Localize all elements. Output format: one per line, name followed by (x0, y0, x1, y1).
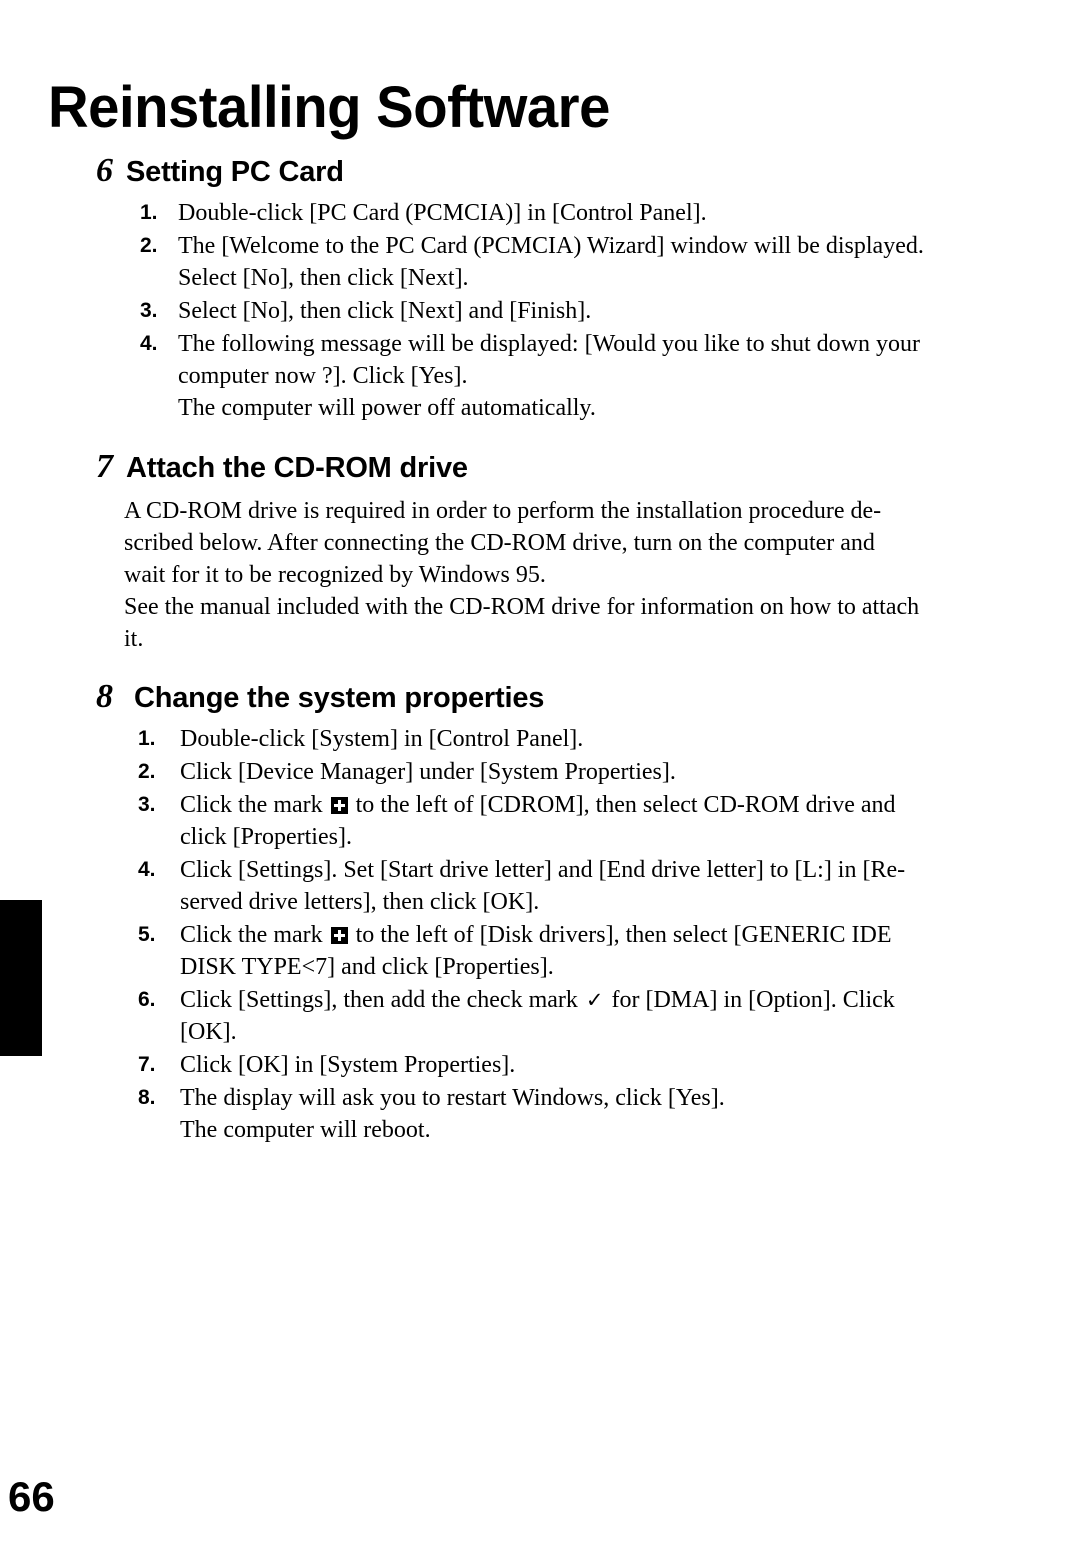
page-number: 66 (8, 1473, 55, 1520)
step-text (178, 328, 1014, 424)
step-text (180, 789, 1042, 853)
step-text (178, 295, 1014, 327)
section-body (0, 495, 1080, 655)
paragraph-line: A CD-ROM drive is required in order to perform the installation procedure de- (124, 498, 882, 524)
step-line: Double-click [PC Card (PCMCIA)] in [Control Panel]. (178, 200, 707, 226)
step-text (178, 230, 1014, 294)
step-line (180, 919, 1042, 951)
step-line (180, 984, 1042, 1016)
check-mark-icon: ✓ (585, 988, 604, 1012)
step-line: click [Properties]. (180, 824, 352, 850)
paragraph-line: it. (124, 626, 144, 652)
step-line-with-plus-mark: Click the mark to the left of [CDROM], then select CD-ROM drive and (180, 792, 896, 818)
step-text (180, 723, 1042, 755)
section-setting-pc-card (0, 152, 1080, 425)
section-heading (0, 448, 1080, 487)
step-line: [OK]. (180, 1019, 237, 1045)
paragraph (124, 495, 1038, 591)
list-item (140, 230, 1014, 294)
step-number: 2. (140, 234, 158, 257)
step-line-with-plus-mark: Click the mark to the left of [Disk drivers], then select [GENERIC IDE (180, 922, 892, 948)
step-text (180, 756, 1042, 788)
step-text (180, 1082, 1042, 1146)
step-text (180, 984, 1042, 1048)
step-line: Click [Settings]. Set [Start drive letter] and [End drive letter] to [L:] in [Re- (180, 857, 906, 883)
step-line: Click [OK] in [System Properties]. (180, 1052, 516, 1078)
section-heading (0, 152, 1080, 191)
list-item (140, 295, 1014, 327)
list-item (138, 854, 1042, 918)
step-line: The following message will be displayed: [Would you like to shut down your (178, 331, 920, 357)
step-number: 4. (138, 858, 156, 881)
list-item (138, 1082, 1042, 1146)
paragraph (124, 591, 1038, 655)
step-note: The computer will power off automatically. (178, 395, 596, 421)
step-text (180, 919, 1042, 983)
step-line: served drive letters], then click [OK]. (180, 889, 540, 915)
section-number: 7 (96, 448, 113, 485)
step-line: Select [No], then click [Next] and [Finish]. (178, 298, 592, 324)
step-line: computer now ?]. Click [Yes]. (178, 363, 468, 389)
step-number: 3. (140, 299, 158, 322)
step-number: 4. (140, 332, 158, 355)
list-item (138, 984, 1042, 1048)
step-number: 7. (138, 1053, 156, 1076)
step-line: Select [No], then click [Next]. (178, 265, 469, 291)
list-item (140, 328, 1014, 424)
step-text (180, 1049, 1042, 1081)
list-item (140, 197, 1014, 229)
paragraph-line: scribed below. After connecting the CD-ROM drive, turn on the computer and (124, 530, 875, 556)
list-item (138, 919, 1042, 983)
section-title: Attach the CD-ROM drive (126, 452, 468, 484)
section-number: 8 (96, 678, 113, 715)
section-title: Setting PC Card (126, 156, 344, 188)
list-item (138, 1049, 1042, 1081)
step-line-with-check-mark: Click [Settings], then add the check mark ✓ for [DMA] in [Option]. Click (180, 987, 895, 1013)
section-change-system-properties (0, 678, 1080, 1147)
step-line: Click [Device Manager] under [System Properties]. (180, 759, 676, 785)
list-item (138, 789, 1042, 853)
list-item (138, 756, 1042, 788)
step-text (178, 197, 1014, 229)
step-line: DISK TYPE<7] and click [Properties]. (180, 954, 554, 980)
step-number: 5. (138, 923, 156, 946)
step-list-section-6 (0, 197, 1080, 424)
step-line: Double-click [System] in [Control Panel]. (180, 726, 584, 752)
section-attach-cdrom-drive (0, 448, 1080, 655)
step-number: 8. (138, 1086, 156, 1109)
step-number: 1. (138, 727, 156, 750)
section-number: 6 (96, 152, 113, 189)
step-line (180, 789, 1042, 821)
section-title: Change the system properties (134, 682, 545, 714)
section-heading (0, 678, 1080, 717)
step-number: 2. (138, 760, 156, 783)
paragraph-line: See the manual included with the CD-ROM drive for information on how to attach (124, 594, 920, 620)
step-number: 1. (140, 201, 158, 224)
step-number: 3. (138, 793, 156, 816)
step-note: The computer will reboot. (180, 1117, 431, 1143)
step-line: The display will ask you to restart Windows, click [Yes]. (180, 1085, 725, 1111)
list-item (138, 723, 1042, 755)
step-list-section-8 (0, 723, 1080, 1146)
expand-plus-box-icon (331, 797, 348, 814)
expand-plus-box-icon (331, 927, 348, 944)
page-title: Reinstalling Software (48, 74, 610, 140)
step-number: 6. (138, 988, 156, 1011)
step-line: The [Welcome to the PC Card (PCMCIA) Wizard] window will be displayed. (178, 233, 924, 259)
step-text (180, 854, 1042, 918)
paragraph-line: wait for it to be recognized by Windows 95. (124, 562, 546, 588)
